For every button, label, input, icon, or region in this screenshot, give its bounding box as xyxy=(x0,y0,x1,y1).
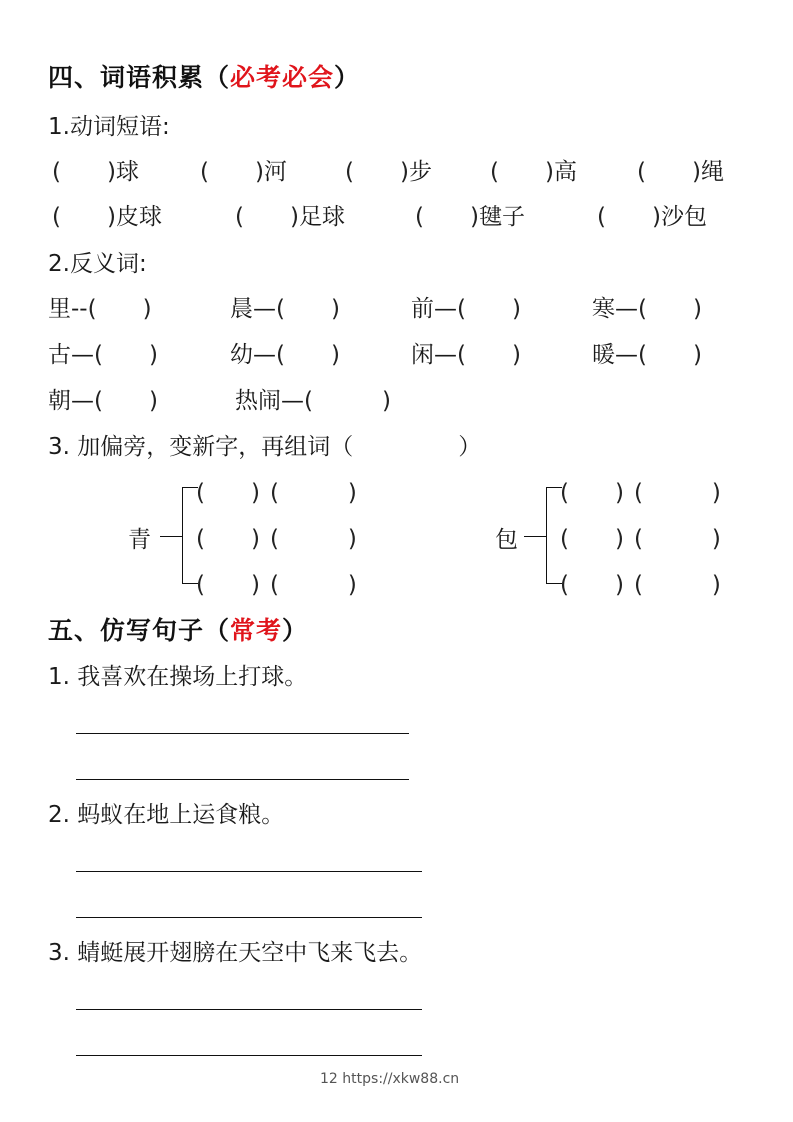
new-char-blank[interactable]: ( ) xyxy=(196,526,260,552)
antonym-item xyxy=(230,290,340,323)
answer-blank[interactable]: ( ) xyxy=(637,159,701,185)
antonym-item xyxy=(48,290,152,323)
answer-blank[interactable]: ( ) xyxy=(415,204,479,230)
phrase-word: 毽子 xyxy=(478,204,525,230)
section-4-title-close: ） xyxy=(334,63,361,92)
writing-line[interactable] xyxy=(76,733,409,734)
answer-blank[interactable]: ( ) xyxy=(345,159,409,185)
antonym-item xyxy=(235,382,391,415)
q1-label: 1.动词短语: xyxy=(48,114,170,140)
answer-blank[interactable]: ( ) xyxy=(52,204,116,230)
new-char-blank[interactable]: ( ) xyxy=(560,572,624,598)
base-char-bao: 包 xyxy=(495,527,518,553)
phrase-word: 球 xyxy=(115,159,139,185)
phrase-item xyxy=(345,153,432,186)
model-sentence: 2. 蚂蚁在地上运食粮。 xyxy=(48,802,285,828)
q3-label xyxy=(48,428,481,461)
radical-row xyxy=(560,520,721,553)
word-blank[interactable]: ( ) xyxy=(633,526,721,552)
phrase-word: 足球 xyxy=(298,204,345,230)
antonym-item xyxy=(592,290,702,323)
word-blank[interactable]: ( ) xyxy=(269,572,357,598)
answer-blank[interactable]: ( ) xyxy=(87,296,152,322)
answer-blank[interactable]: ( ) xyxy=(94,388,158,414)
answer-blank[interactable]: ( ) xyxy=(235,204,299,230)
answer-blank[interactable]: ( ) xyxy=(638,342,702,368)
phrase-item xyxy=(637,153,724,186)
antonym-item xyxy=(230,336,340,369)
word-blank[interactable]: ( ) xyxy=(633,480,721,506)
writing-line[interactable] xyxy=(76,779,409,780)
antonym-item xyxy=(48,336,158,369)
page-footer xyxy=(320,1071,459,1087)
radical-row xyxy=(196,474,357,507)
footer-url[interactable]: https://xkw88.cn xyxy=(342,1071,460,1087)
antonym-word: 里-- xyxy=(48,296,88,322)
answer-blank[interactable]: ( ) xyxy=(200,159,264,185)
writing-line[interactable] xyxy=(76,917,422,918)
phrase-word: 高 xyxy=(553,159,577,185)
phrase-item xyxy=(235,198,345,231)
antonym-item xyxy=(411,336,521,369)
answer-blank[interactable]: ( ) xyxy=(638,296,702,322)
brace-stem xyxy=(524,536,546,537)
antonym-word: 前— xyxy=(411,296,457,322)
phrase-word: 绳 xyxy=(700,159,724,185)
model-sentence: 1. 我喜欢在操场上打球。 xyxy=(48,664,308,690)
phrase-item xyxy=(200,153,287,186)
q3-label-text: 3. 加偏旁，变新字，再组词（ xyxy=(48,434,354,460)
section-5-title xyxy=(48,611,308,647)
section-4-tag: 必考必会 xyxy=(230,63,335,92)
q3-label-close: ） xyxy=(458,434,482,460)
antonym-item xyxy=(592,336,702,369)
new-char-blank[interactable]: ( ) xyxy=(196,572,260,598)
antonym-word: 寒— xyxy=(592,296,638,322)
phrase-item xyxy=(415,198,525,231)
phrase-item xyxy=(490,153,577,186)
antonym-item xyxy=(48,382,158,415)
phrase-word: 步 xyxy=(408,159,432,185)
new-char-blank[interactable]: ( ) xyxy=(560,526,624,552)
new-char-blank[interactable]: ( ) xyxy=(560,480,624,506)
page-number: 12 xyxy=(320,1071,338,1087)
word-blank[interactable]: ( ) xyxy=(269,480,357,506)
answer-blank[interactable]: ( ) xyxy=(457,342,521,368)
radical-row xyxy=(196,566,357,599)
brace-icon xyxy=(182,487,183,584)
word-blank[interactable]: ( ) xyxy=(633,572,721,598)
antonym-word: 暖— xyxy=(592,342,638,368)
writing-line[interactable] xyxy=(76,871,422,872)
answer-blank[interactable]: ( ) xyxy=(304,388,391,414)
word-blank[interactable]: ( ) xyxy=(269,526,357,552)
radical-row xyxy=(196,520,357,553)
phrase-word: 河 xyxy=(263,159,287,185)
answer-blank[interactable]: ( ) xyxy=(94,342,158,368)
phrase-item xyxy=(52,153,139,186)
antonym-word: 古— xyxy=(48,342,94,368)
answer-blank[interactable]: ( ) xyxy=(52,159,116,185)
antonym-item xyxy=(411,290,521,323)
section-5-title-close: ） xyxy=(282,616,309,645)
phrase-word: 沙包 xyxy=(660,204,707,230)
answer-blank[interactable]: ( ) xyxy=(597,204,661,230)
radical-row xyxy=(560,474,721,507)
answer-blank[interactable]: ( ) xyxy=(490,159,554,185)
section-5-title-text: 五、仿写句子（ xyxy=(48,616,231,645)
radical-row xyxy=(560,566,721,599)
antonym-word: 幼— xyxy=(230,342,276,368)
section-5-tag: 常考 xyxy=(230,616,283,645)
phrase-item xyxy=(597,198,707,231)
writing-line[interactable] xyxy=(76,1009,422,1010)
antonym-word: 朝— xyxy=(48,388,94,414)
phrase-word: 皮球 xyxy=(115,204,162,230)
antonym-word: 晨— xyxy=(230,296,276,322)
section-4-title xyxy=(48,58,360,94)
q2-label: 2.反义词: xyxy=(48,251,147,277)
answer-blank[interactable]: ( ) xyxy=(457,296,521,322)
answer-blank[interactable]: ( ) xyxy=(276,342,340,368)
antonym-word: 闲— xyxy=(411,342,457,368)
brace-stem xyxy=(160,536,182,537)
brace-icon xyxy=(546,487,547,584)
model-sentence: 3. 蜻蜓展开翅膀在天空中飞来飞去。 xyxy=(48,940,423,966)
phrase-item xyxy=(52,198,162,231)
answer-blank[interactable]: ( ) xyxy=(276,296,340,322)
base-char-qing: 青 xyxy=(128,527,151,553)
new-char-blank[interactable]: ( ) xyxy=(196,480,260,506)
antonym-word: 热闹— xyxy=(235,388,304,414)
section-4-title-text: 四、词语积累（ xyxy=(48,63,231,92)
writing-line[interactable] xyxy=(76,1055,422,1056)
